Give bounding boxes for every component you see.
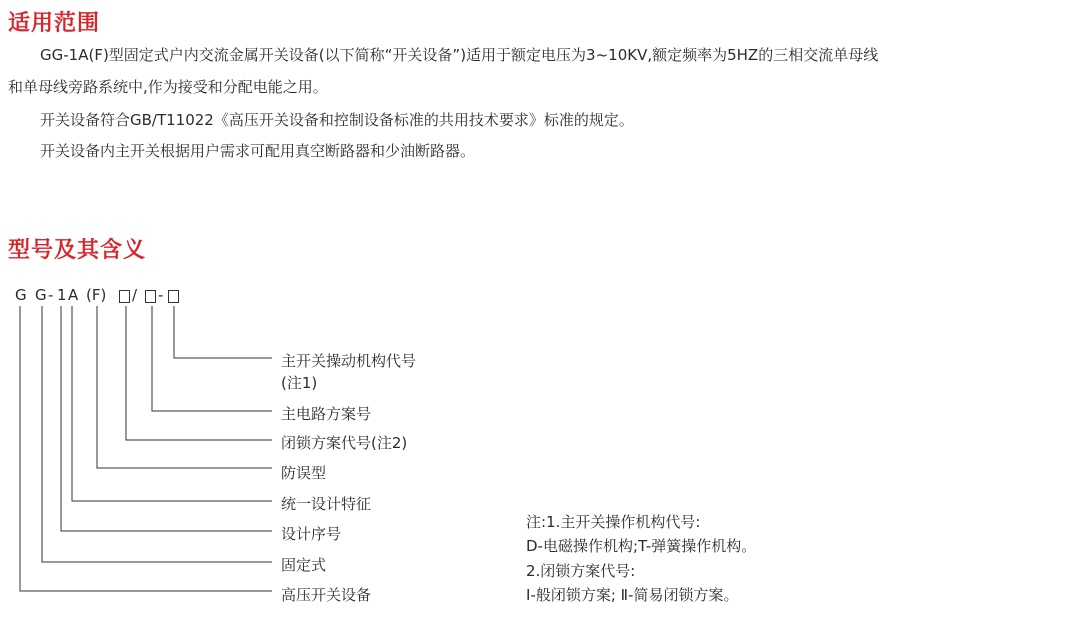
label-interlock: 闭锁方案代号(注2)	[281, 434, 408, 452]
label-main-circuit: 主电路方案号	[281, 405, 372, 423]
code-char-g1: G	[15, 286, 27, 304]
label-unified-design: 统一设计特征	[281, 495, 372, 513]
label-note1: (注1)	[281, 374, 318, 392]
label-anti-misoperation: 防误型	[281, 464, 327, 482]
code-char-dash: -	[48, 286, 54, 304]
bracket-line-unified-design	[72, 306, 272, 501]
code-char-dash-2: -	[158, 286, 164, 304]
bracket-line-operating-mechanism	[174, 306, 272, 358]
bracket-line-interlock	[126, 306, 272, 440]
label-design-serial: 设计序号	[281, 525, 342, 543]
bracket-line-anti-misoperation	[97, 306, 272, 468]
code-char-slash: /	[132, 286, 138, 304]
note-line-2: D-电磁操作机构;T-弹簧操作机构。	[526, 537, 757, 555]
note-line-3: 2.闭锁方案代号:	[526, 562, 636, 580]
label-fixed: 固定式	[281, 556, 327, 574]
code-char-a: A	[68, 286, 79, 304]
scope-paragraph-2: 开关设备符合GB/T11022《高压开关设备和控制设备标准的共用技术要求》标准的规定。	[40, 111, 634, 129]
code-char-g2: G	[35, 286, 47, 304]
section-title-scope: 适用范围	[8, 11, 101, 36]
note-line-1: 注:1.主开关操作机构代号:	[526, 513, 701, 531]
section-title-model: 型号及其含义	[8, 238, 147, 263]
bracket-line-design-serial	[61, 306, 272, 531]
bracket-line-fixed	[42, 306, 272, 562]
scope-paragraph-1-line-2: 和单母线旁路系统中,作为接受和分配电能之用。	[8, 78, 328, 96]
scope-paragraph-3: 开关设备内主开关根据用户需求可配用真空断路器和少油断路器。	[40, 142, 476, 160]
label-hv-switchgear: 高压开关设备	[281, 586, 372, 604]
scope-paragraph-1-line-1: GG-1A(F)型固定式户内交流金属开关设备(以下简称“开关设备”)适用于额定电压为3~10KV,额定频率为5HZ的三相交流单母线	[40, 46, 879, 64]
code-char-1: 1	[57, 286, 67, 304]
code-char-f: (F)	[86, 286, 107, 304]
note-line-4: Ⅰ-般闭锁方案; Ⅱ-简易闭锁方案。	[526, 586, 739, 604]
bracket-line-hv-switchgear	[20, 306, 272, 591]
label-operating-mechanism: 主开关操动机构代号	[281, 352, 417, 370]
